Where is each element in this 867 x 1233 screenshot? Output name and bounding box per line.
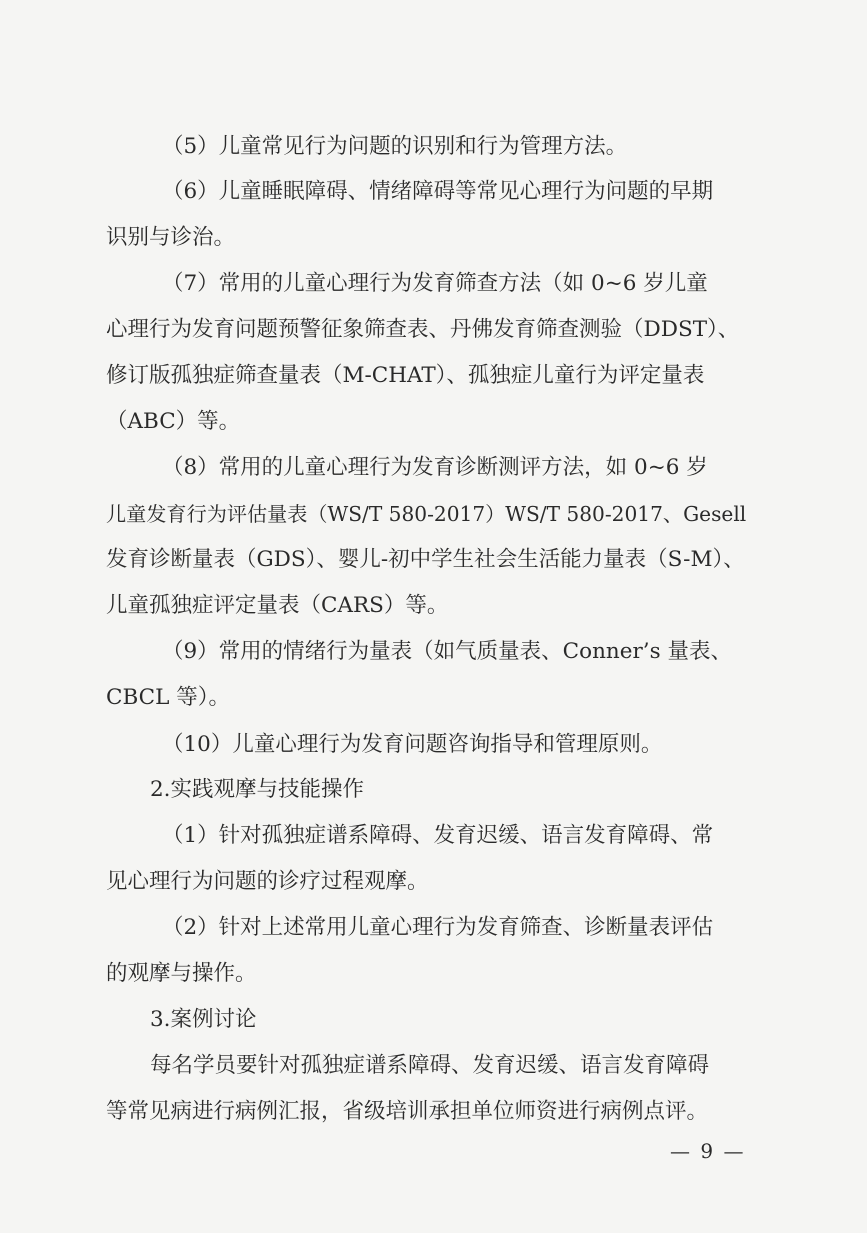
text-line: （8）常用的儿童心理行为发育诊断测评方法，如 0~6 岁	[162, 455, 708, 480]
text-line: 每名学员要针对孤独症谱系障碍、发育迟缓、语言发育障碍	[150, 1053, 710, 1078]
text-line: 见心理行为问题的诊疗过程观摩。	[106, 869, 429, 894]
section-heading: 2.实践观摩与技能操作	[150, 777, 365, 802]
text-line: （7）常用的儿童心理行为发育筛查方法（如 0~6 岁儿童	[162, 271, 708, 296]
text-line: 修订版孤独症筛查量表（M-CHAT）、孤独症儿童行为评定量表	[106, 363, 705, 388]
text-line: （5）儿童常见行为问题的识别和行为管理方法。	[162, 134, 628, 159]
text-line: （10）儿童心理行为发育问题咨询指导和管理原则。	[162, 732, 663, 757]
text-line: （9）常用的情绪行为量表（如气质量表、Conner’s 量表、	[162, 639, 732, 664]
text-line: 识别与诊治。	[106, 225, 236, 250]
text-line: （6）儿童睡眠障碍、情绪障碍等常见心理行为问题的早期	[162, 179, 714, 204]
text-line: 儿童孤独症评定量表（CARS）等。	[106, 593, 449, 618]
text-line: （2）针对上述常用儿童心理行为发育筛查、诊断量表评估	[162, 915, 714, 940]
text-line: 等常见病进行病例汇报，省级培训承担单位师资进行病例点评。	[106, 1099, 709, 1124]
text-line: CBCL 等）。	[106, 685, 230, 710]
text-line: 心理行为发育问题预警征象筛查表、丹佛发育筛查测验（DDST）、	[106, 317, 740, 342]
section-heading: 3.案例讨论	[150, 1007, 257, 1032]
text-line: （1）针对孤独症谱系障碍、发育迟缓、语言发育障碍、常	[162, 823, 714, 848]
text-line: 儿童发育行为评估量表（WS/T 580-2017）WS/T 580-2017、Gesell	[106, 502, 747, 526]
page-number: — 9 —	[670, 1139, 746, 1163]
text-line: （ABC）等。	[106, 409, 241, 434]
text-line: 的观摩与操作。	[106, 961, 257, 986]
text-line: 发育诊断量表（GDS）、婴儿-初中学生社会生活能力量表（S-M）、	[106, 547, 745, 572]
